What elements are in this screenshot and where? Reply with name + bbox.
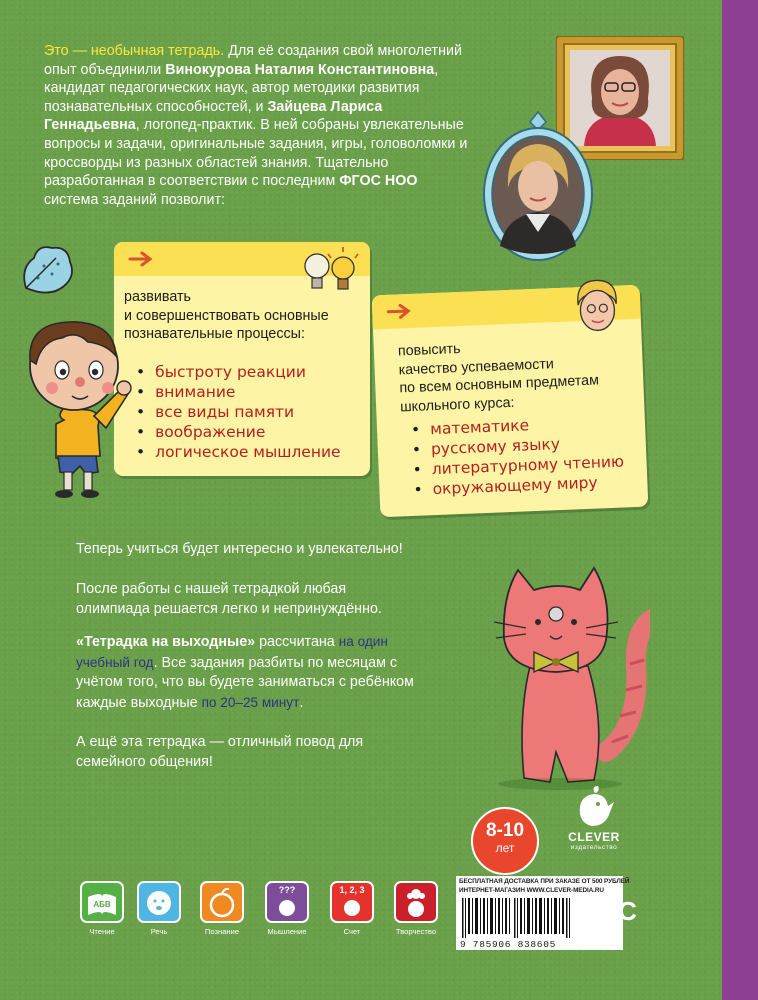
paragraph-schedule: «Тетрадка на выходные» рассчитана на один учебный год. Все задания разбиты по месяцам с учётом того, что вы будете заниматься с ребёнком каждые выходные по 20–25 минут. xyxy=(76,634,414,711)
publisher-name: CLEVER xyxy=(568,830,620,844)
age-range: 8-10 xyxy=(485,820,525,841)
subjects-card xyxy=(372,285,649,518)
eac-mark: EAC xyxy=(584,896,636,926)
list-item: • быстроту реакции xyxy=(136,362,341,382)
delivery-note: БЕСПЛАТНАЯ ДОСТАВКА ПРИ ЗАКАЗЕ ОТ 500 РУБЛЕЙ xyxy=(459,878,630,885)
arrow-icon xyxy=(386,303,413,320)
list-item: • логическое мышление xyxy=(136,442,341,462)
category-thinking: ??? Мышление xyxy=(265,881,309,937)
paragraph-olympiad: После работы с нашей тетрадкой любая олимпиада решается легко и непринуждённо. xyxy=(76,581,382,617)
barcode xyxy=(462,898,570,938)
book-icon: АБВ xyxy=(80,881,124,923)
paragraph-family: А ещё эта тетрадка — отличный повод для семейного общения! xyxy=(76,734,364,770)
boy-illustration xyxy=(16,316,140,500)
age-badge xyxy=(471,807,539,875)
card-intro: развивать и совершенствовать основные познавательные процессы: xyxy=(124,289,329,343)
skills-card xyxy=(114,242,370,476)
book-spine xyxy=(722,0,758,1000)
bird-icon xyxy=(572,784,616,830)
list-item: • окружающему миру xyxy=(413,471,625,499)
publisher-sub: издательство xyxy=(570,844,618,851)
leaf-decoration xyxy=(16,238,78,300)
shop-url: ИНТЕРНЕТ-МАГАЗИН WWW.CLEVER-MEDIA.RU xyxy=(459,887,604,894)
category-counting: 1, 2, 3 Счет xyxy=(330,881,374,937)
isbn-number: 9 785906 838605 xyxy=(460,939,557,950)
skills-list xyxy=(136,362,341,462)
paragraph-interesting: Теперь учиться будет интересно и увлекательно! xyxy=(76,541,403,557)
category-reading: АБВ Чтение xyxy=(80,881,124,937)
baby-face-icon xyxy=(137,881,181,923)
list-item: • математике xyxy=(411,412,623,440)
age-unit: лет xyxy=(495,841,515,855)
flower-head-icon xyxy=(394,881,438,923)
list-item: • воображение xyxy=(136,422,341,442)
category-speech: Речь xyxy=(137,881,181,937)
list-item: • все виды памяти xyxy=(136,402,341,422)
arrow-icon xyxy=(128,251,154,267)
numbers-head-icon: 1, 2, 3 xyxy=(330,881,374,923)
category-creativity: Творчество xyxy=(394,881,438,937)
list-item: • внимание xyxy=(136,382,341,402)
subjects-list xyxy=(411,412,626,500)
list-item: • русскому языку xyxy=(411,431,623,459)
publisher-logo xyxy=(562,784,626,864)
category-cognition: Познание xyxy=(200,881,244,937)
apple-icon xyxy=(200,881,244,923)
girl-face-icon xyxy=(571,277,623,337)
author-portrait-2 xyxy=(478,108,598,268)
intro-paragraph: Это — необычная тетрадь. Для её создания свой многолетний опыт объединили Винокурова Наталия Константиновна, кандидат педагогических наук, автор методики развития познавательных способностей, и Зайцева Лариса Геннадьевна, логопед-практик. В ней собраны увлекательные вопросы и задачи, оригинальные задания, игры, головоломки и кроссворды из разных областей знания. Тщательно разработанная в соответствии с последним ФГОС НОО система заданий позволит: xyxy=(44,43,468,208)
question-head-icon: ??? xyxy=(265,881,309,923)
list-item: • литературному чтению xyxy=(412,451,624,479)
card-intro: повысить качество успеваемости по всем основным предметам школьного курса: xyxy=(397,340,600,416)
cat-illustration xyxy=(490,556,650,800)
